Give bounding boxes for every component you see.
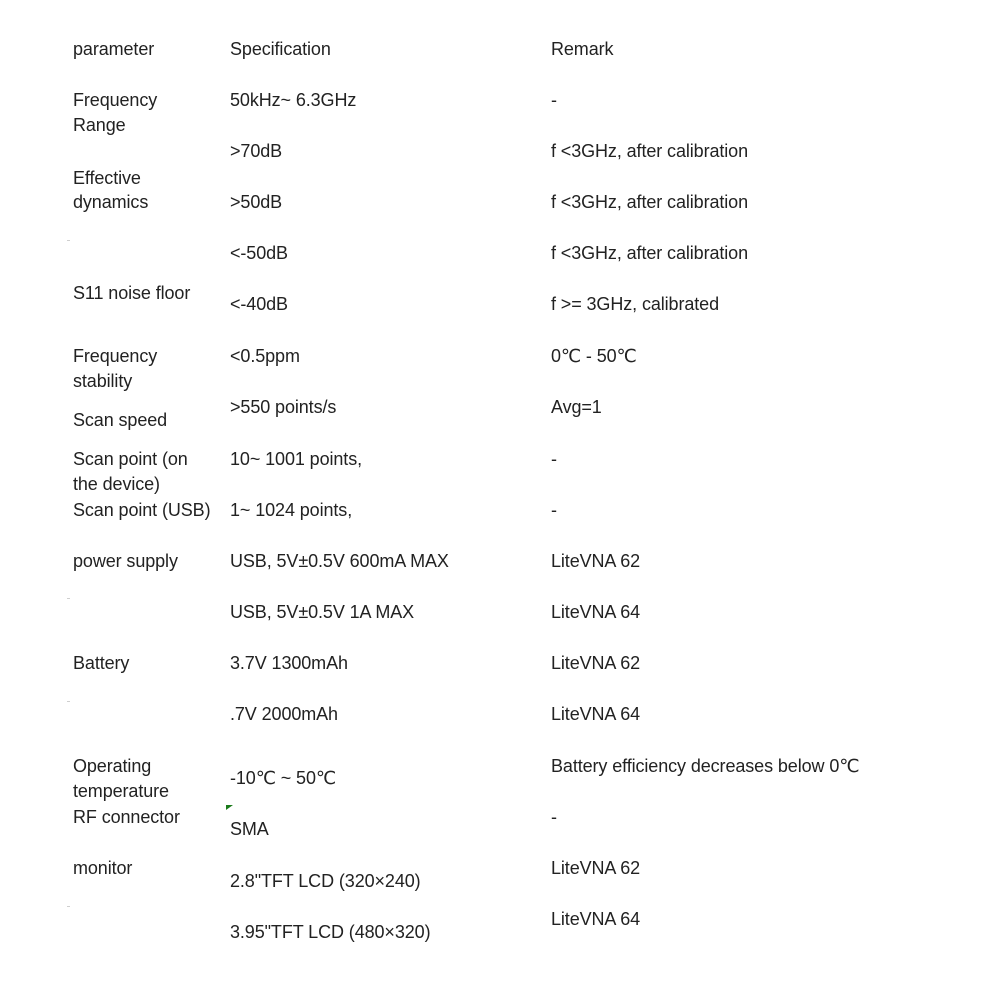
header-parameter: parameter: [73, 39, 155, 59]
header-remark: Remark: [551, 39, 614, 59]
remark-rf-connector: -: [551, 807, 557, 827]
spec-s11-1: <-50dB: [230, 243, 288, 263]
header-specification: Specification: [230, 39, 331, 59]
label-frequency-stability-line1: Frequency: [73, 346, 158, 366]
remark-power-2: LiteVNA 64: [551, 602, 641, 622]
label-frequency-stability-line2: stability: [73, 371, 133, 391]
remark-operating-temperature: Battery efficiency decreases below 0℃: [551, 756, 860, 776]
label-effective-dynamics-line2: dynamics: [73, 192, 149, 212]
label-scan-speed: Scan speed: [73, 410, 168, 430]
remark-scan-speed: Avg=1: [551, 397, 602, 417]
spec-operating-temperature: -10℃ ~ 50℃: [230, 768, 336, 788]
spec-battery-1: 3.7V 1300mAh: [230, 653, 348, 673]
remark-frequency-range: -: [551, 90, 557, 110]
comment-marker-icon: [226, 805, 233, 810]
remark-s11-2: f >= 3GHz, calibrated: [551, 294, 719, 314]
spec-monitor-1: 2.8"TFT LCD (320×240): [230, 871, 421, 891]
cell-mark: [67, 906, 70, 907]
label-s11-noise-floor: S11 noise floor: [73, 283, 191, 303]
remark-scan-point-device: -: [551, 449, 557, 469]
remark-battery-1: LiteVNA 62: [551, 653, 641, 673]
label-frequency-range-line2: Range: [73, 115, 126, 135]
spec-scan-speed: >550 points/s: [230, 397, 337, 417]
label-frequency-range-line1: Frequency: [73, 90, 158, 110]
cell-mark: [67, 240, 70, 241]
cell-mark: [67, 701, 70, 702]
spec-monitor-2: 3.95"TFT LCD (480×320): [230, 922, 431, 942]
spec-scan-point-usb: 1~ 1024 points,: [230, 500, 353, 520]
remark-power-1: LiteVNA 62: [551, 551, 641, 571]
remark-battery-2: LiteVNA 64: [551, 704, 641, 724]
spec-power-2: USB, 5V±0.5V 1A MAX: [230, 602, 415, 622]
remark-frequency-stability: 0℃ - 50℃: [551, 346, 637, 366]
label-rf-connector: RF connector: [73, 807, 180, 827]
label-scan-point-device-line2: the device): [73, 474, 160, 494]
label-battery: Battery: [73, 653, 130, 673]
remark-monitor-1: LiteVNA 62: [551, 858, 641, 878]
spec-battery-2: .7V 2000mAh: [230, 704, 338, 724]
spec-dynamics-1: >70dB: [230, 141, 283, 161]
label-operating-temperature-line2: temperature: [73, 781, 169, 801]
label-power-supply: power supply: [73, 551, 178, 571]
label-operating-temperature-line1: Operating: [73, 756, 152, 776]
spec-frequency-stability: <0.5ppm: [230, 346, 300, 366]
label-effective-dynamics-line1: Effective: [73, 168, 141, 188]
spec-power-1: USB, 5V±0.5V 600mA MAX: [230, 551, 449, 571]
spec-s11-2: <-40dB: [230, 294, 288, 314]
label-scan-point-device-line1: Scan point (on: [73, 449, 188, 469]
cell-mark: [67, 598, 70, 599]
spec-scan-point-device: 10~ 1001 points,: [230, 449, 363, 469]
remark-scan-point-usb: -: [551, 500, 557, 520]
remark-dynamics-2: f <3GHz, after calibration: [551, 192, 748, 212]
label-scan-point-usb: Scan point (USB): [73, 500, 211, 520]
remark-dynamics-1: f <3GHz, after calibration: [551, 141, 748, 161]
spec-frequency-range: 50kHz~ 6.3GHz: [230, 90, 357, 110]
label-monitor: monitor: [73, 858, 133, 878]
remark-s11-1: f <3GHz, after calibration: [551, 243, 748, 263]
remark-monitor-2: LiteVNA 64: [551, 909, 641, 929]
spec-rf-connector: SMA: [230, 819, 269, 839]
spec-dynamics-2: >50dB: [230, 192, 283, 212]
